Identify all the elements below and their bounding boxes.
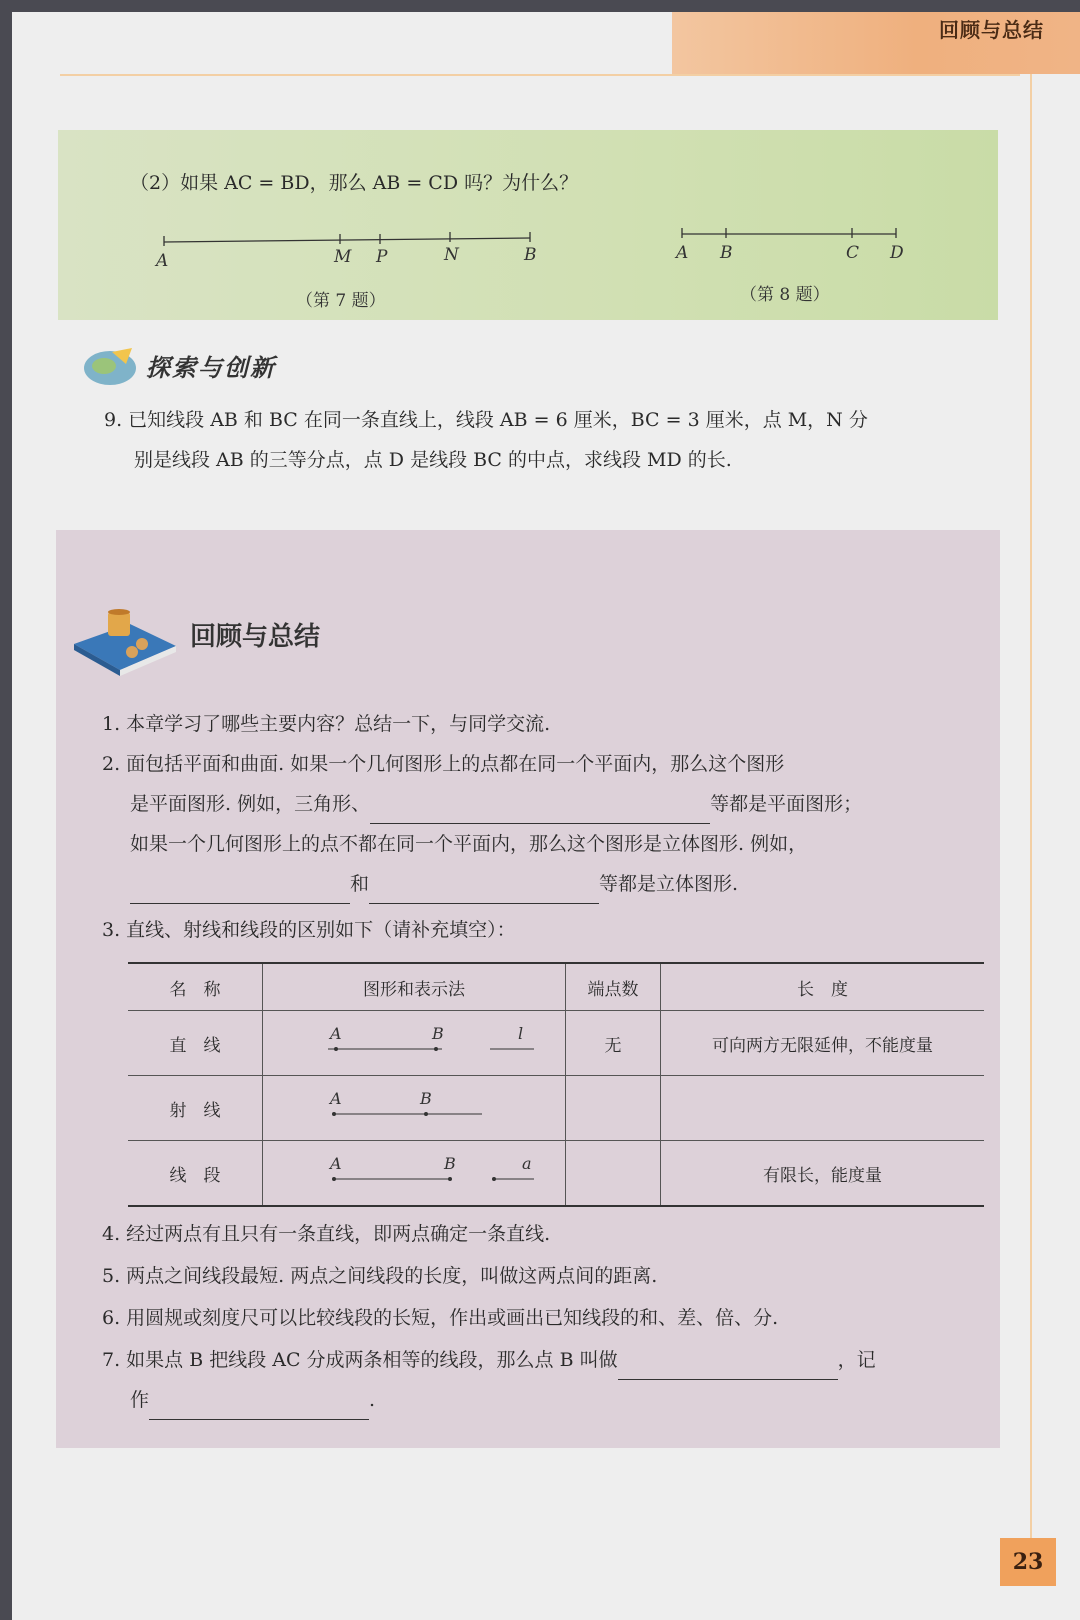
answer-blank[interactable] <box>149 1397 369 1420</box>
item2-text-and: 和 <box>350 873 370 895</box>
item2-text-b: 等都是平面图形； <box>710 793 863 815</box>
row-name: 射 线 <box>128 1076 263 1141</box>
review-item-2 <box>102 744 982 904</box>
answer-blank[interactable] <box>370 801 710 824</box>
table-row <box>128 1011 984 1076</box>
explore-section-title: 探索与创新 <box>146 354 276 382</box>
question-9 <box>104 400 984 480</box>
review-item-2-line-2 <box>102 784 982 824</box>
question-9-line-2: 别是线段 AB 的三等分点，点 D 是线段 BC 的中点，求线段 MD 的长. <box>134 449 732 471</box>
row-endpoints-blank[interactable] <box>566 1141 661 1207</box>
review-item-2-line-3: 如果一个几何图形上的点不都在同一个平面内，那么这个图形是立体图形. 例如， <box>130 833 808 855</box>
segment-figure-cell <box>263 1141 566 1207</box>
line-figure-cell <box>263 1011 566 1076</box>
line-label-A: A <box>330 1023 342 1043</box>
item7-text: 7. 如果点 B 把线段 AC 分成两条相等的线段，那么点 B 叫做 <box>102 1349 618 1371</box>
page-number: 23 <box>1000 1538 1056 1586</box>
fig8-label-B: B <box>720 243 733 263</box>
answer-blank[interactable] <box>618 1357 838 1380</box>
fig8-label-C: C <box>846 243 860 263</box>
figure-7-caption: （第 7 题） <box>296 291 386 311</box>
segment-label-A: A <box>330 1153 342 1173</box>
table-header: 长 度 <box>661 963 985 1011</box>
review-item-7 <box>102 1340 982 1420</box>
table-header: 图形和表示法 <box>263 963 566 1011</box>
table-row <box>128 1076 984 1141</box>
question-7-part-2: （2）如果 AC = BD，那么 AB = CD 吗？为什么？ <box>130 172 579 194</box>
item7-text-2-end: . <box>369 1389 376 1411</box>
answer-blank[interactable] <box>369 881 599 904</box>
table-row <box>128 1141 984 1207</box>
review-item-1: 1. 本章学习了哪些主要内容？总结一下，与同学交流. <box>102 713 551 735</box>
fig7-label-P: P <box>376 247 388 267</box>
ray-figure-cell <box>263 1076 566 1141</box>
review-item-2-line-1: 2. 面包括平面和曲面. 如果一个几何图形上的点都在同一个平面内，那么这个图形 <box>102 753 785 775</box>
figure-8-diagram <box>668 222 908 268</box>
ray-figure <box>294 1086 534 1126</box>
fig7-label-B: B <box>524 245 537 265</box>
fig7-label-M: M <box>334 247 352 267</box>
row-length-blank[interactable] <box>661 1076 985 1141</box>
line-label-l: l <box>518 1023 524 1043</box>
review-item-7-line-2 <box>102 1380 982 1420</box>
line-label-B: B <box>432 1023 444 1043</box>
row-name: 直 线 <box>128 1011 263 1076</box>
globe-icon <box>82 344 138 388</box>
question-9-line-1: 9. 已知线段 AB 和 BC 在同一条直线上，线段 AB = 6 厘米，BC = 3 厘米，点 M，N 分 <box>104 409 868 431</box>
answer-blank[interactable] <box>130 881 350 904</box>
review-item-5: 5. 两点之间线段最短. 两点之间线段的长度，叫做这两点间的距离. <box>102 1265 658 1287</box>
segment-figure <box>294 1151 534 1191</box>
review-item-7-line-1 <box>102 1340 982 1380</box>
segment-label-B: B <box>444 1153 456 1173</box>
table-header-row <box>128 963 984 1011</box>
row-length: 可向两方无限延伸，不能度量 <box>661 1011 985 1076</box>
book-and-cup-icon <box>70 588 180 678</box>
line-figure <box>294 1021 534 1061</box>
fig8-label-A: A <box>676 243 689 263</box>
review-section-title: 回顾与总结 <box>190 622 321 652</box>
fig7-label-A: A <box>156 251 169 271</box>
row-endpoints: 无 <box>566 1011 661 1076</box>
row-endpoints-blank[interactable] <box>566 1076 661 1141</box>
ray-label-A: A <box>330 1088 342 1108</box>
row-name: 线 段 <box>128 1141 263 1207</box>
header-title: 回顾与总结 <box>939 18 1044 42</box>
fig8-label-D: D <box>890 243 904 263</box>
top-rule <box>60 74 1020 76</box>
comparison-table <box>128 962 984 1207</box>
table-header: 名 称 <box>128 963 263 1011</box>
figure-7-diagram <box>150 222 540 274</box>
review-item-6: 6. 用圆规或刻度尺可以比较线段的长短，作出或画出已知线段的和、差、倍、分. <box>102 1307 779 1329</box>
review-item-2-line-4 <box>102 864 982 904</box>
item2-text-a: 是平面图形. 例如，三角形、 <box>130 793 371 815</box>
review-item-3: 3. 直线、射线和线段的区别如下（请补充填空）： <box>102 919 516 941</box>
right-rule <box>1030 74 1032 1564</box>
review-item-4: 4. 经过两点有且只有一条直线，即两点确定一条直线. <box>102 1223 551 1245</box>
ray-label-B: B <box>420 1088 432 1108</box>
table-header: 端点数 <box>566 963 661 1011</box>
item7-text-end: ，记 <box>837 1349 876 1371</box>
item2-text-c: 等都是立体图形. <box>599 873 739 895</box>
figure-8-caption: （第 8 题） <box>740 285 830 305</box>
row-length: 有限长，能度量 <box>661 1141 985 1207</box>
segment-label-a: a <box>522 1153 532 1173</box>
fig7-label-N: N <box>444 245 459 265</box>
item7-text-2: 作 <box>130 1389 150 1411</box>
